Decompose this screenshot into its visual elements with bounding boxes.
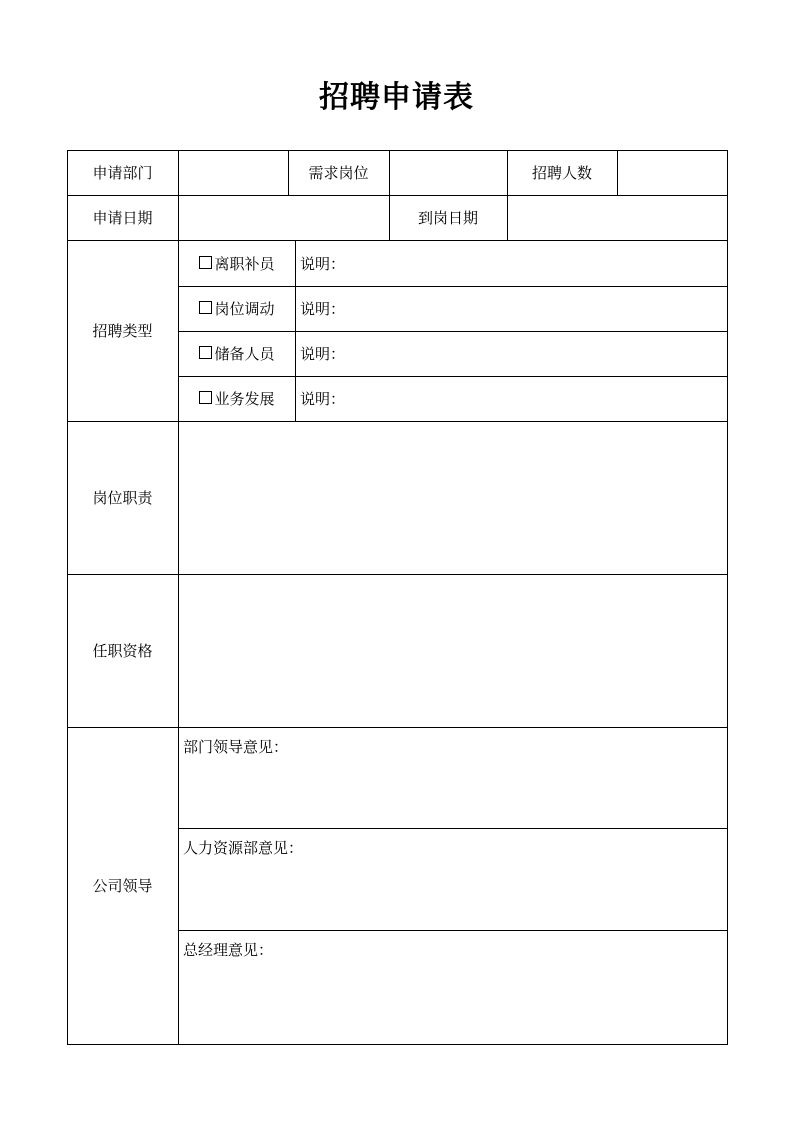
checkbox-icon [199, 256, 212, 269]
option-label: 业务发展 [214, 390, 275, 408]
option-label: 储备人员 [214, 345, 275, 363]
option-note-field[interactable]: 说明： [300, 345, 346, 363]
recruit-type-label: 招聘类型 [92, 322, 153, 340]
headcount-field[interactable] [618, 151, 727, 195]
option-note-field[interactable]: 说明： [300, 255, 346, 273]
position-field[interactable] [390, 151, 507, 195]
dept-field[interactable] [179, 151, 288, 195]
checkbox-icon [199, 301, 212, 314]
option-position-transfer[interactable] [179, 286, 295, 331]
duties-label: 岗位职责 [92, 489, 153, 507]
grid-line [67, 1044, 728, 1045]
qualifications-label: 任职资格 [92, 642, 153, 660]
leadership-label: 公司领导 [92, 877, 153, 895]
option-note-field[interactable]: 说明： [300, 300, 346, 318]
option-label: 岗位调动 [214, 300, 275, 318]
dept-label: 申请部门 [92, 164, 153, 182]
apply-date-field[interactable] [179, 196, 389, 240]
option-label: 离职补员 [214, 255, 275, 273]
arrival-date-field[interactable] [508, 196, 727, 240]
application-form [67, 150, 728, 1045]
duties-field[interactable] [179, 422, 727, 574]
option-note-field[interactable]: 说明： [300, 390, 346, 408]
position-label: 需求岗位 [308, 164, 369, 182]
hr-opinion-field[interactable]: 人力资源部意见： [183, 839, 304, 857]
checkbox-icon [199, 346, 212, 359]
headcount-label: 招聘人数 [531, 164, 592, 182]
dept-opinion-field[interactable]: 部门领导意见： [183, 738, 289, 756]
option-reserve-staff[interactable] [179, 331, 295, 376]
page-title: 招聘申请表 [319, 80, 474, 115]
option-resignation-replacement[interactable] [179, 241, 295, 286]
grid-line [727, 150, 728, 1045]
checkbox-icon [199, 391, 212, 404]
arrival-date-label: 到岗日期 [417, 209, 478, 227]
apply-date-label: 申请日期 [92, 209, 153, 227]
qualifications-field[interactable] [179, 575, 727, 727]
gm-opinion-field[interactable]: 总经理意见： [183, 941, 274, 959]
option-business-growth[interactable] [179, 376, 295, 421]
